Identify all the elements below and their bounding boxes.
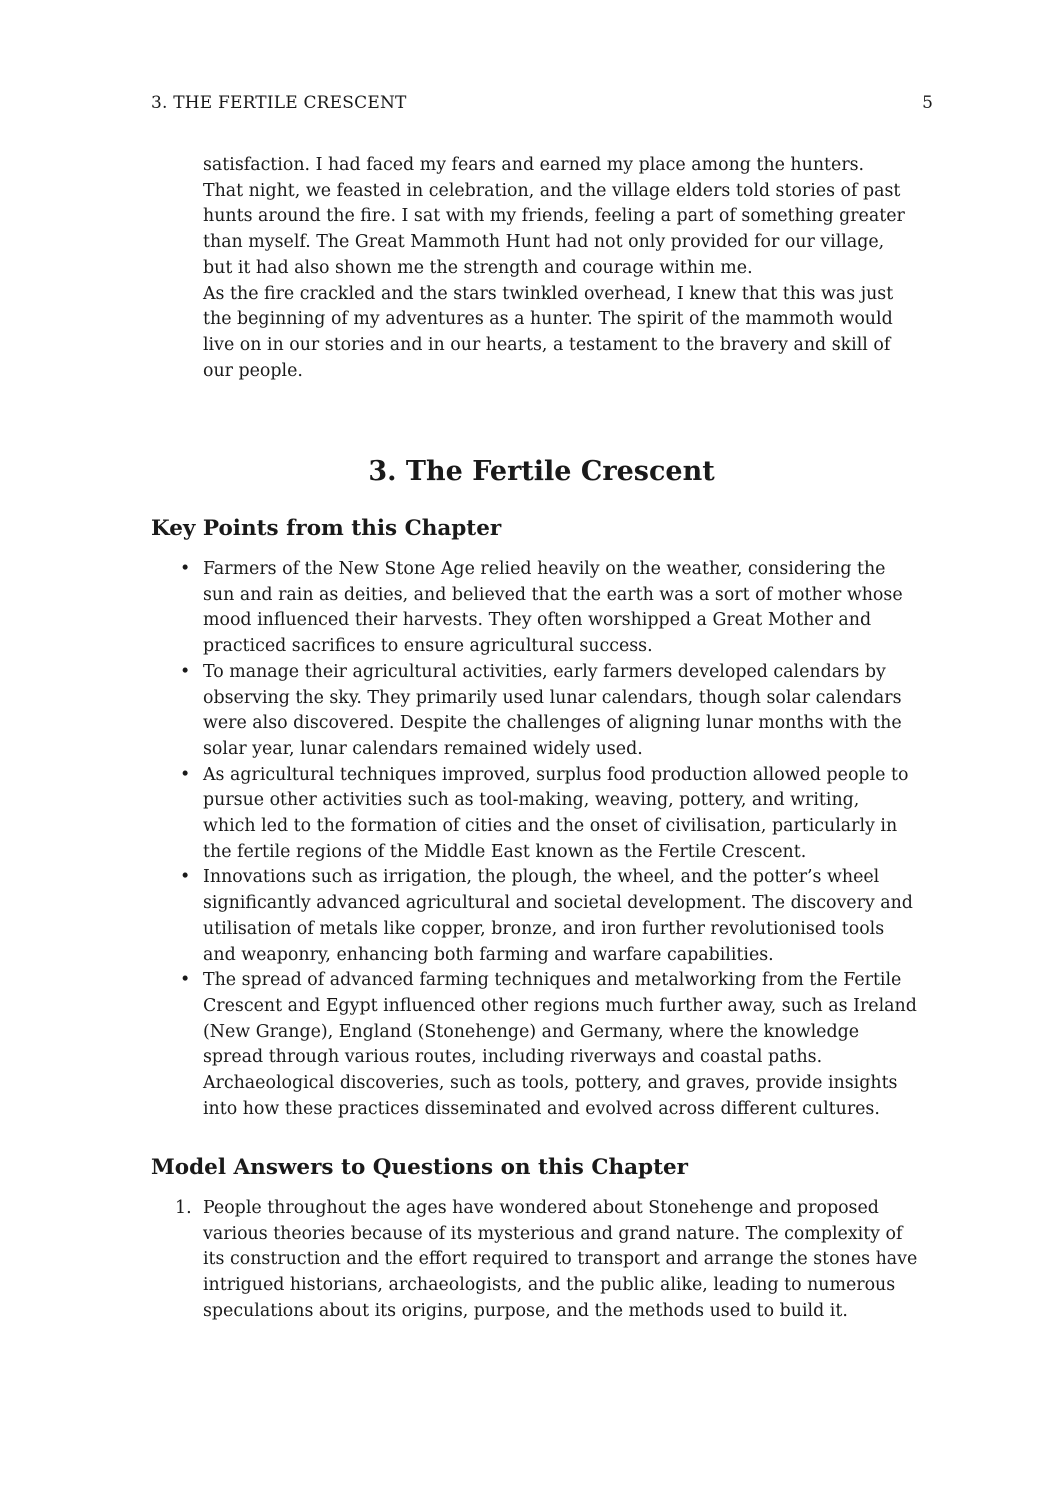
intro-text xyxy=(203,153,938,384)
list-item xyxy=(151,660,941,763)
bullet-icon: • xyxy=(180,559,191,579)
text-line: intrigued historians, archaeologists, and the public alike, leading to numerous xyxy=(203,1275,896,1296)
list-item xyxy=(151,763,941,866)
text-line: into how these practices disseminated and evolved across different cultures. xyxy=(203,1098,880,1119)
bullet-icon: • xyxy=(180,661,191,682)
page-number: 5 xyxy=(922,93,933,113)
intro-paragraph-1 xyxy=(203,153,938,282)
text-line: solar year, lunar calendars remained widely used. xyxy=(203,738,643,759)
list-item xyxy=(151,968,941,1122)
text-line: satisfaction. I had faced my fears and earned my place among the hunters. xyxy=(203,155,865,175)
model-answers-list xyxy=(151,1196,941,1325)
text-line: Archaeological discoveries, such as tools, pottery, and graves, provide insights xyxy=(203,1073,898,1094)
bullet-icon: • xyxy=(180,970,191,991)
key-points-heading: Key Points from this Chapter xyxy=(151,516,502,541)
text-line: To manage their agricultural activities, early farmers developed calendars by xyxy=(203,661,886,682)
text-line: hunts around the fire. I sat with my friends, feeling a part of something greater xyxy=(203,206,905,227)
text-line: were also discovered. Despite the challenges of aligning lunar months with the xyxy=(203,713,902,734)
text-line: mood influenced their harvests. They often worshipped a Great Mother and xyxy=(203,610,872,631)
item-number: 1. xyxy=(175,1198,192,1218)
text-line: our people. xyxy=(203,360,303,381)
list-item xyxy=(151,1196,941,1325)
text-line: various theories because of its mysterious and grand nature. The complexity of xyxy=(203,1223,903,1244)
text-line: practiced sacrifices to ensure agricultural success. xyxy=(203,636,653,657)
text-line: Innovations such as irrigation, the plough, the wheel, and the potter’s wheel xyxy=(203,867,880,888)
text-line: pursue other activities such as tool-making, weaving, pottery, and writing, xyxy=(203,790,860,811)
text-line: spread through various routes, including riverways and coastal paths. xyxy=(203,1047,823,1068)
text-line: speculations about its origins, purpose, and the methods used to build it. xyxy=(203,1300,848,1321)
running-head xyxy=(151,91,933,115)
text-line: the fertile regions of the Middle East known as the Fertile Crescent. xyxy=(203,841,807,862)
text-line: The spread of advanced farming techniques and metalworking from the Fertile xyxy=(203,970,902,991)
list-item xyxy=(151,557,941,660)
chapter-title: 3. The Fertile Crescent xyxy=(368,456,715,487)
text-line: observing the sky. They primarily used lunar calendars, though solar calendars xyxy=(203,687,902,708)
text-line: Farmers of the New Stone Age relied heavily on the weather, considering the xyxy=(203,559,886,579)
intro-paragraph-2 xyxy=(203,282,938,385)
text-line: but it had also shown me the strength and courage within me. xyxy=(203,257,753,278)
bullet-icon: • xyxy=(180,764,191,785)
text-line: its construction and the effort required to transport and arrange the stones have xyxy=(203,1249,918,1270)
running-head-title: 3. THE FERTILE CRESCENT xyxy=(151,93,407,113)
text-line: which led to the formation of cities and the onset of civilisation, particularly in xyxy=(203,816,898,837)
text-line: (New Grange), England (Stonehenge) and Germany, where the knowledge xyxy=(203,1021,860,1042)
model-answers-heading: Model Answers to Questions on this Chapter xyxy=(151,1155,689,1180)
text-line: the beginning of my adventures as a hunter. The spirit of the mammoth would xyxy=(203,309,893,330)
text-line: Crescent and Egypt influenced other regions much further away, such as Ireland xyxy=(203,995,917,1016)
text-line: People throughout the ages have wondered about Stonehenge and proposed xyxy=(203,1198,879,1218)
text-line: As agricultural techniques improved, surplus food production allowed people to xyxy=(203,764,909,785)
text-line: and weaponry, enhancing both farming and warfare capabilities. xyxy=(203,944,774,965)
text-line: live on in our stories and in our hearts, a testament to the bravery and skill of xyxy=(203,334,891,355)
key-points-list xyxy=(151,557,941,1122)
text-line: That night, we feasted in celebration, and the village elders told stories of past xyxy=(203,180,901,201)
text-line: As the fire crackled and the stars twinkled overhead, I knew that this was just xyxy=(203,283,894,304)
bullet-icon: • xyxy=(180,867,191,888)
list-item xyxy=(151,865,941,968)
text-line: than myself. The Great Mammoth Hunt had not only provided for our village, xyxy=(203,232,885,253)
text-line: utilisation of metals like copper, bronze, and iron further revolutionised tools xyxy=(203,918,885,939)
text-line: significantly advanced agricultural and societal development. The discovery and xyxy=(203,893,913,914)
text-line: sun and rain as deities, and believed that the earth was a sort of mother whose xyxy=(203,584,903,605)
